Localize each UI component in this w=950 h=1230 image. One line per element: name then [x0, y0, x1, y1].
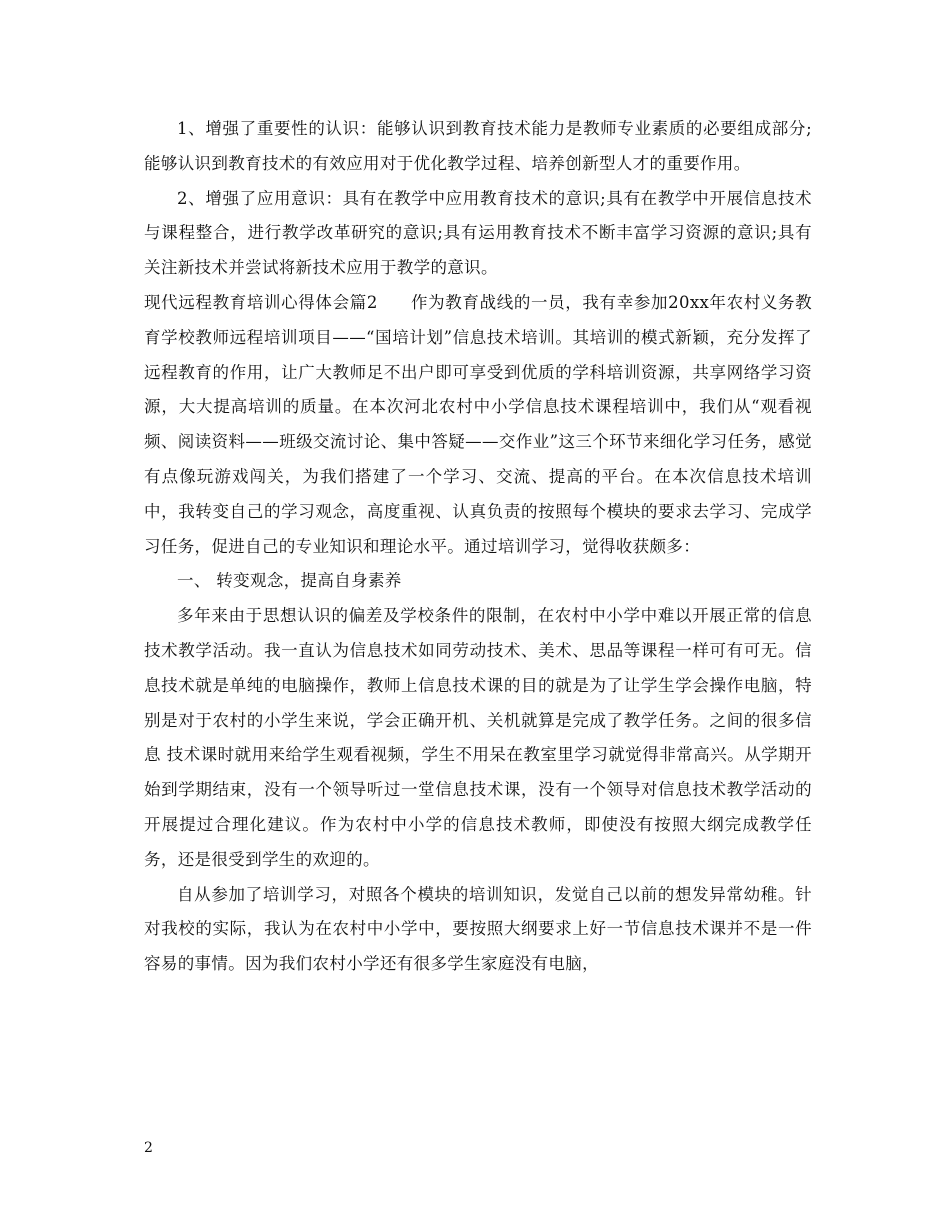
subheading-change-concept: 一、 转变观念，提高自身素养	[177, 571, 402, 591]
paragraph-after-training: 自从参加了培训学习，对照各个模块的培训知识，发觉自己以前的想发异常幼稚。针对我校的实际，我认为在农村中小学中，要按照大纲要求上好一节信息技术课并不是一件容易的事情。因为我们农村小学还有很多学生家庭没有电脑，	[144, 884, 812, 974]
section-intro-text: 作为教育战线的一员，我有幸参加20xx年农村义务教育学校教师远程培训项目——“国培计划”信息技术培训。其培训的模式新颖，充分发挥了远程教育的作用，让广大教师足不出户即可享受到优质的学科培训资源，共享网络学习资源，大大提高培训的质量。在本次河北农村中小学信息技术课程培训中，我们从“观看视频、阅读资料——班级交流讨论、集中答疑——交作业”这三个环节来细化学习任务，感觉有点像玩游戏闯关，为我们搭建了一个学习、交流、提高的平台。在本次信息技术培训中，我转变自己的学习观念，高度重视、认真负责的按照每个模块的要求去学习、完成学习任务，促进自己的专业知识和理论水平。通过培训学习，觉得收获颇多：	[144, 292, 812, 556]
page-number: 2	[144, 1140, 153, 1156]
section-2-intro	[144, 286, 812, 564]
section-heading: 现代远程教育培训心得体会篇2	[144, 292, 378, 312]
document-body	[144, 112, 812, 982]
paragraph-past-understanding: 多年来由于思想认识的偏差及学校条件的限制，在农村中小学中难以开展正常的信息技术教学活动。我一直认为信息技术如同劳动技术、美术、思品等课程一样可有可无。信息技术就是单纯的电脑操作，教师上信息技术课的目的就是为了让学生学会操作电脑，特别是对于农村的小学生来说，学会正确开机、关机就算是完成了教学任务。之间的很多信息 技术课时就用来给学生观看视频，学生不用呆在教室里学习就觉得非常高兴。从学期开始到学期结束，没有一个领导听过一堂信息技术课，没有一个领导对信息技术教学活动的开展提过合理化建议。作为农村中小学的信息技术教师，即使没有按照大纲完成教学任务，还是很受到学生的欢迎的。	[144, 606, 812, 869]
paragraph-importance: 1、增强了重要性的认识：能够认识到教育技术能力是教师专业素质的必要组成部分;能够认识到教育技术的有效应用对于优化教学过程、培养创新型人才的重要作用。	[144, 119, 812, 173]
paragraph-application-awareness: 2、增强了应用意识：具有在教学中应用教育技术的意识;具有在教学中开展信息技术与课程整合，进行教学改革研究的意识;具有运用教育技术不断丰富学习资源的意识;具有关注新技术并尝试将新技术应用于教学的意识。	[144, 188, 812, 278]
